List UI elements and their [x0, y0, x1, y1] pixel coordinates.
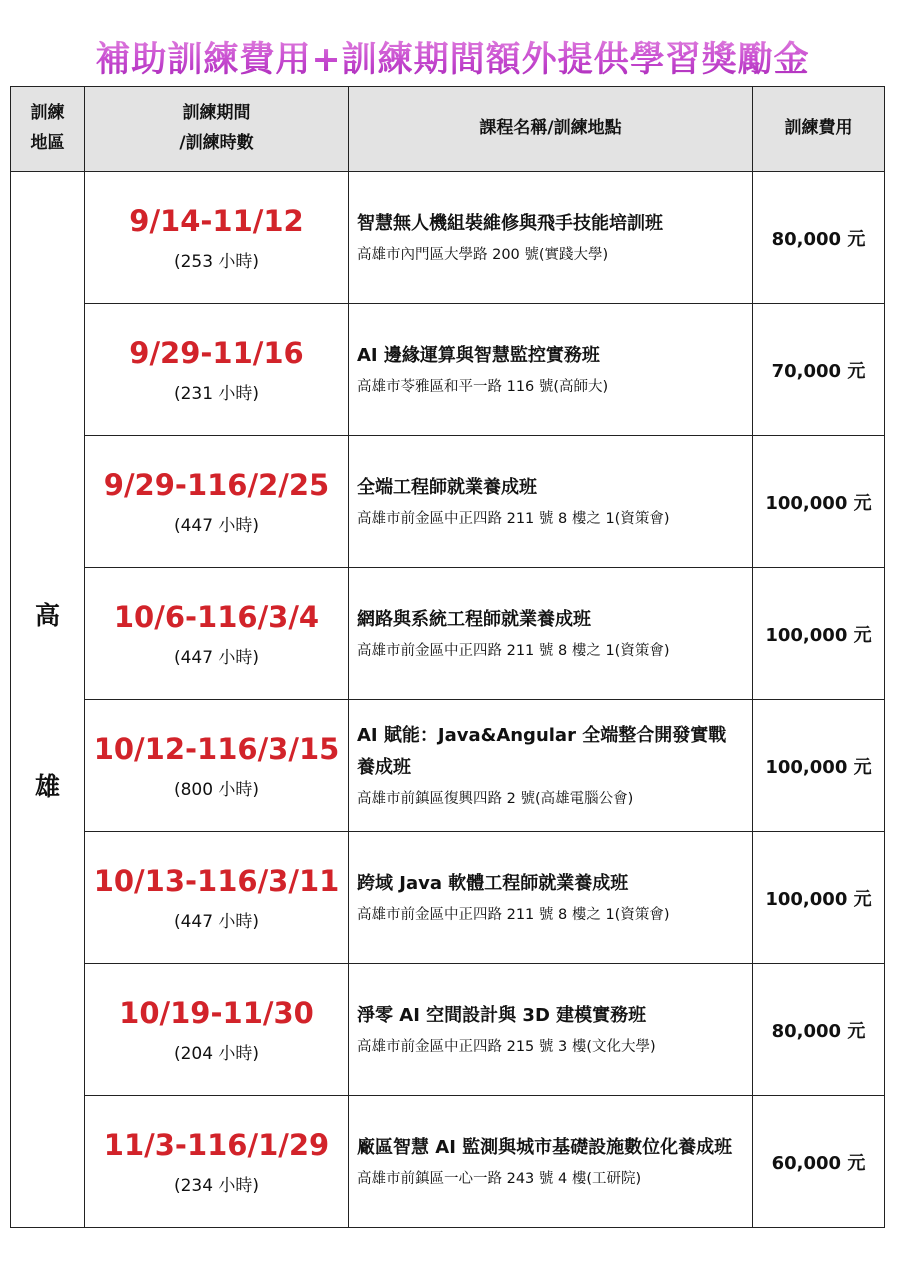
period-cell: [85, 172, 349, 304]
region-char-2: 雄: [34, 772, 60, 801]
course-name: 跨域 Java 軟體工程師就業養成班: [357, 873, 629, 895]
header-course: 課程名稱/訓練地點: [349, 87, 753, 172]
region-char-1: 高: [34, 601, 60, 630]
table-row: [11, 436, 885, 568]
course-name: AI 賦能：Java&Angular 全端整合開發實戰養成班: [357, 725, 727, 779]
period-cell: [85, 832, 349, 964]
course-name: 全端工程師就業養成班: [357, 477, 537, 499]
course-cell: [349, 832, 753, 964]
period-hours: (204 小時): [173, 1044, 260, 1065]
period-cell: [85, 436, 349, 568]
course-cell: [349, 436, 753, 568]
header-period-line1: 訓練期間: [182, 103, 251, 124]
region-cell: [11, 172, 85, 1228]
period-cell: [85, 700, 349, 832]
course-cell: [349, 172, 753, 304]
course-location: 高雄市內門區大學路 200 號(實踐大學): [357, 246, 609, 263]
course-location: 高雄市前金區中正四路 211 號 8 樓之 1(資策會): [357, 642, 670, 659]
period-hours: (800 小時): [173, 780, 260, 801]
period-hours: (447 小時): [173, 648, 260, 669]
period-cell: [85, 1096, 349, 1228]
table-row: [11, 700, 885, 832]
period-date: 9/29-11/16: [129, 335, 304, 370]
header-region-line1: 訓練: [30, 103, 65, 124]
course-cell: [349, 568, 753, 700]
period-date: 10/19-11/30: [119, 995, 314, 1030]
course-cell: [349, 304, 753, 436]
course-name: 網路與系統工程師就業養成班: [357, 609, 591, 631]
period-date: 10/12-116/3/15: [93, 731, 340, 766]
period-cell: [85, 964, 349, 1096]
course-name: AI 邊緣運算與智慧監控實務班: [357, 345, 600, 367]
course-location: 高雄市前金區中正四路 215 號 3 樓(文化大學): [357, 1038, 656, 1055]
course-cell: [349, 1096, 753, 1228]
course-cell: [349, 964, 753, 1096]
course-location: 高雄市前鎮區一心一路 243 號 4 樓(工研院): [357, 1170, 642, 1187]
header-fee: 訓練費用: [753, 87, 885, 172]
period-date: 10/13-116/3/11: [93, 863, 340, 898]
table-row: [11, 832, 885, 964]
course-table: [10, 86, 885, 1228]
period-hours: (447 小時): [173, 516, 260, 537]
course-cell: [349, 700, 753, 832]
fee-cell: 100,000 元: [753, 700, 885, 832]
period-hours: (231 小時): [173, 384, 260, 405]
fee-cell: 100,000 元: [753, 832, 885, 964]
course-name: 淨零 AI 空間設計與 3D 建模實務班: [357, 1005, 647, 1027]
period-cell: [85, 304, 349, 436]
fee-cell: 80,000 元: [753, 172, 885, 304]
period-date: 10/6-116/3/4: [113, 599, 320, 634]
header-region: [11, 87, 85, 172]
table-row: [11, 1096, 885, 1228]
course-location: 高雄市苓雅區和平一路 116 號(高師大): [357, 378, 609, 395]
fee-cell: 60,000 元: [753, 1096, 885, 1228]
course-location: 高雄市前金區中正四路 211 號 8 樓之 1(資策會): [357, 906, 670, 923]
table-row: [11, 304, 885, 436]
table-row: [11, 964, 885, 1096]
course-location: 高雄市前金區中正四路 211 號 8 樓之 1(資策會): [357, 510, 670, 527]
fee-cell: 80,000 元: [753, 964, 885, 1096]
period-date: 9/29-116/2/25: [103, 467, 330, 502]
period-date: 9/14-11/12: [129, 203, 304, 238]
period-date: 11/3-116/1/29: [103, 1127, 330, 1162]
header-row: [11, 87, 885, 172]
course-location: 高雄市前鎮區復興四路 2 號(高雄電腦公會): [357, 790, 634, 807]
table-row: [11, 172, 885, 304]
period-hours: (234 小時): [173, 1176, 260, 1197]
fee-cell: 70,000 元: [753, 304, 885, 436]
course-name: 智慧無人機組裝維修與飛手技能培訓班: [357, 213, 663, 235]
fee-cell: 100,000 元: [753, 436, 885, 568]
header-period: [85, 87, 349, 172]
page-title: 補助訓練費用+訓練期間額外提供學習獎勵金: [0, 32, 905, 82]
table-row: [11, 568, 885, 700]
period-hours: (253 小時): [173, 252, 260, 273]
period-hours: (447 小時): [173, 912, 260, 933]
header-period-line2: /訓練時數: [179, 133, 254, 153]
period-cell: [85, 568, 349, 700]
fee-cell: 100,000 元: [753, 568, 885, 700]
course-name: 廠區智慧 AI 監測與城市基礎設施數位化養成班: [357, 1137, 733, 1159]
header-region-line2: 地區: [30, 133, 65, 153]
